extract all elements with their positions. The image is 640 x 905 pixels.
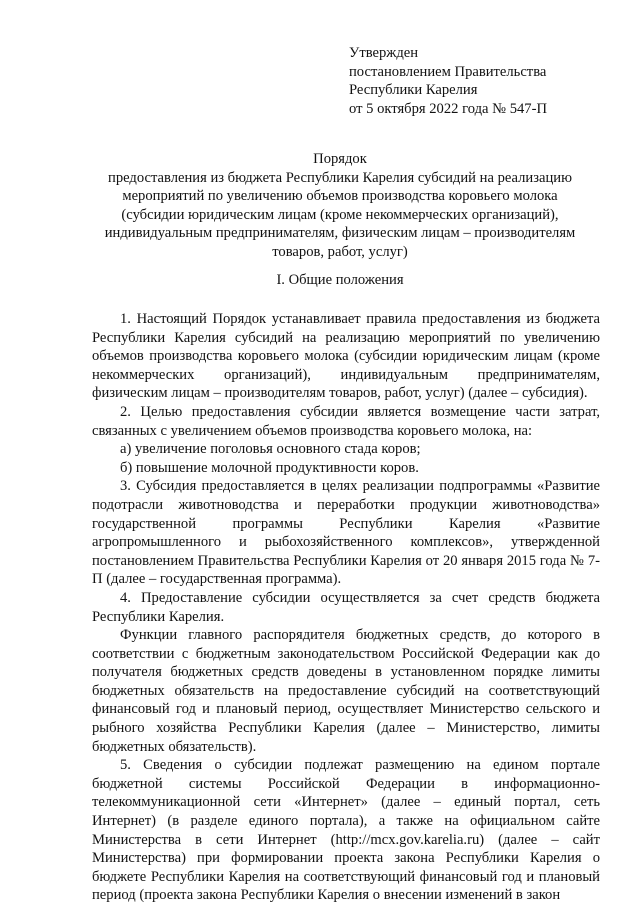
- title-line-3: (субсидии юридическим лицам (кроме некоммерческих организаций),: [121, 206, 559, 223]
- title-line-2: мероприятий по увеличению объемов производства коровьего молока: [122, 188, 558, 205]
- paragraph-1: 1. Настоящий Порядок устанавливает правила предоставления из бюджета Республики Карелия субсидий на реализацию мероприятий по увеличению объемов производства коровьего молока (субсидии юридическим лицам (кроме некоммерческих организаций), индивидуальным предпринимателям, физическим лицам – производителям товаров, работ, услуг) (далее – субсидия).: [92, 311, 600, 402]
- approval-line-1: Утвержден: [349, 45, 419, 61]
- paragraph-4-functions: Функции главного распорядителя бюджетных средств, до которого в соответствии с бюджетным законодательством Российской Федерации как до получателя бюджетных средств доведены в установленном порядке лимиты бюджетных обязательств на предоставление субсидий на соответствующий финансовый год и плановый период, осуществляет Министерство сельского и рыбного хозяйства Республики Карелия (далее – Министерство, лимиты бюджетных обязательств).: [92, 627, 600, 755]
- title-line-5: товаров, работ, услуг): [272, 243, 408, 260]
- approval-line-4: от 5 октября 2022 года № 547-П: [349, 100, 547, 117]
- document-body: [92, 310, 600, 905]
- paragraph-3: 3. Субсидия предоставляется в целях реализации подпрограммы «Развитие подотрасли животноводства и переработки продукции животноводства» государственной программы Республики Карелия «Развитие агропромышленного и рыбохозяйственного комплексов», утвержденной постановлением Правительства Республики Карелия от 20 января 2015 года № 7-П (далее – государственная программа).: [92, 478, 600, 588]
- approval-stamp: [349, 44, 609, 118]
- title-heading: Порядок: [313, 151, 367, 167]
- paragraph-item-a: а) увеличение поголовья основного стада коров;: [120, 441, 421, 458]
- approval-line-3: Республики Карелия: [349, 82, 478, 99]
- document-title: [80, 150, 600, 262]
- paragraph-2: 2. Целью предоставления субсидии является возмещение части затрат, связанных с увеличением объемов производства коровьего молока, на:: [92, 403, 600, 439]
- title-line-1: предоставления из бюджета Республики Карелия субсидий на реализацию: [108, 169, 572, 186]
- title-line-4: индивидуальным предпринимателям, физическим лицам – производителям: [104, 225, 576, 242]
- paragraph-item-b: б) повышение молочной продуктивности коров.: [120, 459, 419, 476]
- section-heading: I. Общие положения: [276, 272, 404, 288]
- paragraph-4: 4. Предоставление субсидии осуществляется за счет средств бюджета Республики Карелия.: [92, 589, 600, 625]
- paragraph-5: 5. Сведения о субсидии подлежат размещению на едином портале бюджетной системы Российской Федерации в информационно-телекоммуникационной сети «Интернет» (далее – единый портал, сеть Интернет) (в разделе единого портала), а также на официальном сайте Министерства в сети Интернет (http://mcx.gov.karelia.ru) (далее – сайт Министерства) при формировании проекта закона Республики Карелия о бюджете Республики Карелия на соответствующий финансовый год и плановый период (проекта закона Республики Карелия о внесении изменений в закон: [92, 757, 600, 904]
- approval-line-2: постановлением Правительства: [349, 63, 547, 80]
